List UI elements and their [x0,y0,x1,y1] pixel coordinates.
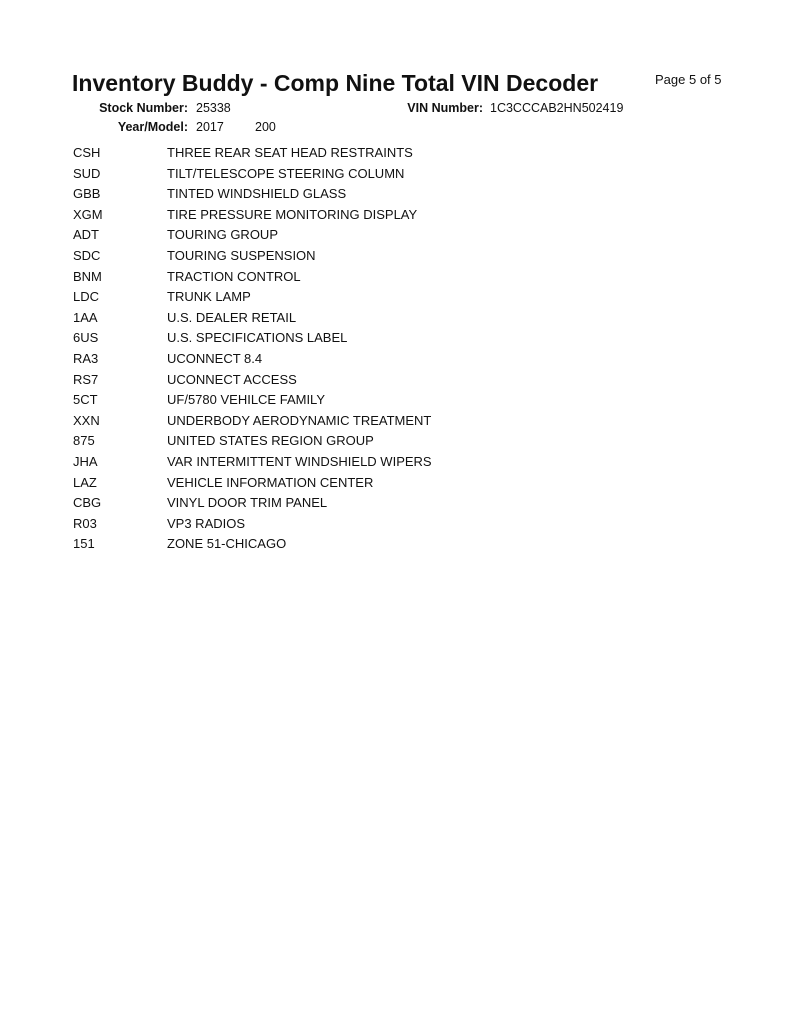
option-description: TOURING GROUP [167,227,278,243]
year-model-label: Year/Model: [117,120,188,134]
option-description: TILT/TELESCOPE STEERING COLUMN [167,165,405,181]
option-description: U.S. DEALER RETAIL [167,309,297,325]
option-code: 1AA [73,309,98,325]
option-description: VP3 RADIOS [167,515,246,531]
option-code: GBB [73,186,101,202]
option-description: TIRE PRESSURE MONITORING DISPLAY [167,206,418,222]
option-code: XGM [73,206,103,222]
list-item [73,372,673,393]
list-item [73,495,673,516]
list-item [73,330,673,351]
list-item [73,310,673,331]
option-description: UNITED STATES REGION GROUP [167,433,374,449]
option-description: U.S. SPECIFICATIONS LABEL [167,330,348,346]
list-item [73,475,673,496]
list-item [73,186,673,207]
option-description: VAR INTERMITTENT WINDSHIELD WIPERS [167,453,432,469]
option-code: SUD [73,165,101,181]
list-item [73,433,673,454]
page-number: Page 5 of 5 [655,72,722,87]
option-code: ADT [73,227,99,243]
option-code: 5CT [73,392,98,408]
option-code: CSH [73,145,101,160]
list-item [73,454,673,475]
document-title: Inventory Buddy - Comp Nine Total VIN Decoder [72,70,599,96]
list-item [73,269,673,290]
option-code: R03 [73,515,97,531]
list-item [73,392,673,413]
option-description: VEHICLE INFORMATION CENTER [167,474,374,490]
option-code: 6US [73,330,99,346]
option-code: LAZ [73,474,97,490]
model-value: 200 [255,120,276,134]
option-code: LDC [73,289,100,305]
option-code: RS7 [73,371,99,387]
list-item [73,207,673,228]
list-item [73,289,673,310]
list-item [73,536,673,557]
year-value: 2017 [196,120,224,134]
option-description: UNDERBODY AERODYNAMIC TREATMENT [167,412,432,428]
list-item [73,516,673,537]
stock-number-value: 25338 [196,101,231,115]
option-description: ZONE 51-CHICAGO [167,536,287,552]
option-description: TOURING SUSPENSION [167,247,316,263]
vin-number-label: VIN Number: [407,101,483,115]
vin-number-value: 1C3CCCAB2HN502419 [490,101,624,115]
option-description: TINTED WINDSHIELD GLASS [167,186,347,202]
list-item [73,351,673,372]
list-item [73,145,673,166]
list-item [73,227,673,248]
option-description: UF/5780 VEHILCE FAMILY [167,392,325,408]
option-code: CBG [73,495,102,511]
option-description: TRUNK LAMP [167,289,251,305]
option-code: XXN [73,412,100,428]
option-code: 151 [73,536,95,552]
option-code: SDC [73,247,101,263]
option-description: TRACTION CONTROL [167,268,301,284]
option-description: THREE REAR SEAT HEAD RESTRAINTS [167,145,413,160]
option-code: 875 [73,433,95,449]
option-code: RA3 [73,350,99,366]
list-item [73,413,673,434]
option-code-list [73,145,673,557]
option-code: JHA [73,453,98,469]
option-description: UCONNECT 8.4 [167,350,263,366]
stock-number-label: Stock Number: [99,101,188,115]
option-code: BNM [73,268,102,284]
option-description: VINYL DOOR TRIM PANEL [167,495,328,511]
option-description: UCONNECT ACCESS [167,371,297,387]
list-item [73,248,673,269]
list-item [73,166,673,187]
